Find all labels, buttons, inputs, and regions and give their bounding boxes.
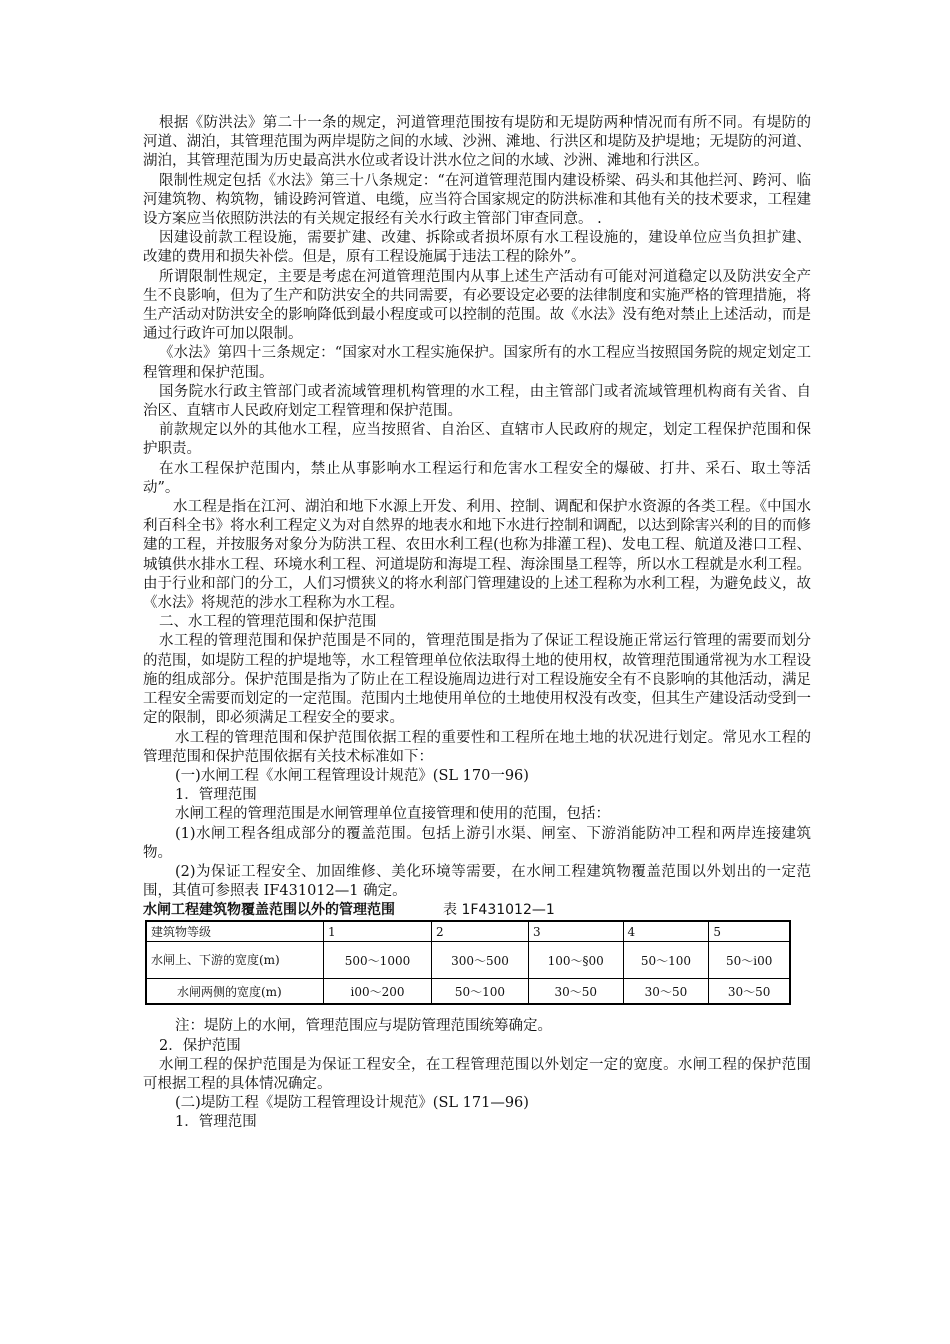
paragraph: 根据《防洪法》第二十一条的规定，河道管理范围按有堤防和无堤防两种情况而有所不同。有堤防的河道、湖泊，其管理范围为两岸堤防之间的水域、沙洲、滩地、行洪区和堤防及护堤地；无堤防的河道、湖泊，其管理范围为历史最高洪水位或者设计洪水位之间的水域、沙洲、滩地和行洪区。 [143,115,811,170]
table-cell: 30～50 [528,979,623,1005]
table-header-cell: 1 [324,921,432,942]
table-cell: 100～§00 [528,942,623,979]
section-title: 二、水工程的管理范围和保护范围 [159,614,377,631]
table-cell: 300～500 [432,942,529,979]
paragraph: 水工程的管理范围和保护范围依据工程的重要性和工程所在地土地的状况进行划定。常见水工程的管理范围和保护范围依据有关技术标准如下： [143,729,811,765]
table-note: 注：堤防上的水闸，管理范围应与堤防管理范围统筹确定。 [175,1018,552,1035]
table-caption-number: 表 1F431012—1 [443,902,555,919]
item-heading: 2．保护范围 [159,1037,241,1054]
table-row-label: 水闸上、下游的宽度(m) [146,942,324,979]
item-heading: 1．管理范围 [175,787,257,804]
table-cell: 50～100 [623,942,709,979]
table-header-row [146,921,790,942]
paragraph: 《水法》第四十三条规定：“国家对水工程实施保护。国家所有的水工程应当按照国务院的规定划定工程管理和保护范围。 [143,345,811,381]
spacer [143,1005,811,1017]
document-page [143,114,811,1133]
paragraph: (1)水闸工程各组成部分的覆盖范围。包括上游引水渠、闸室、下游消能防冲工程和两岸连接建筑物。 [143,825,811,861]
table-caption-title: 水闸工程建筑物覆盖范围以外的管理范围 [143,902,395,919]
subsection-title: (一)水闸工程《水闸工程管理设计规范》(SL 170一96) [175,767,529,784]
table-row [146,979,790,1005]
paragraph: 限制性规定包括《水法》第三十八条规定：“在河道管理范围内建设桥梁、码头和其他拦河、跨河、临河建筑物、构筑物，铺设跨河管道、电缆，应当符合国家规定的防洪标准和其他有关的技术要求，工程建设方案应当依照防洪法的有关规定报经有关水行政主管部门审查同意。 . [143,172,811,228]
item-heading: 1．管理范围 [175,1114,257,1131]
table-header-cell: 2 [432,921,529,942]
paragraph: 因建设前款工程设施，需要扩建、改建、拆除或者损坏原有水工程设施的，建设单位应当负担扩建、改建的费用和损失补偿。但是，原有工程设施属于违法工程的除外”。 [143,230,811,266]
paragraph: 前款规定以外的其他水工程，应当按照省、自治区、直辖市人民政府的规定，划定工程保护范围和保护职责。 [143,422,811,458]
paragraph: 在水工程保护范围内，禁止从事影响水工程运行和危害水工程安全的爆破、打井、采石、取土等活动”。 [143,460,811,496]
table-cell: 500～1000 [324,942,432,979]
paragraph: 水工程的管理范围和保护范围是不同的，管理范围是指为了保证工程设施正常运行管理的需要而划分的范围，如堤防工程的护堤地等，水工程管理单位依法取得土地的使用权，故管理范围通常视为水工程设施的组成部分。保护范围是指为了防止在工程设施周边进行对工程设施安全有不良影响的其他活动，满足工程安全需要而划定的一定范围。范围内土地使用单位的土地使用权没有改变，但其生产建设活动受到一定的限制，即必须满足工程安全的要求。 [143,633,811,727]
table-cell: 50～i00 [709,942,790,979]
paragraph: 水工程是指在江河、湖泊和地下水源上开发、利用、控制、调配和保护水资源的各类工程。《中国水利百科全书》将水利工程定义为对自然界的地表水和地下水进行控制和调配，以达到除害兴利的目的而修建的工程，并按服务对象分为防洪工程、农田水利工程(也称为排灌工程)、发电工程、航道及港口工程、城镇供水排水工程、环境水利工程、河道堤防和海堤工程、海涂围垦工程等，所以水工程就是水利工程。由于行业和部门的分工，人们习惯狭义的将水利部门管理建设的上述工程称为水利工程，为避免歧义，故《水法》将规范的涉水工程称为水工程。 [143,499,811,612]
table-caption [143,901,811,919]
paragraph: 国务院水行政主管部门或者流域管理机构管理的水工程，由主管部门或者流域管理机构商有关省、自治区、直辖市人民政府划定工程管理和保护范围。 [143,383,811,420]
table-cell: i00～200 [324,979,432,1005]
table-row-label: 水闸两侧的宽度(m) [146,979,324,1005]
table-cell: 50～100 [432,979,529,1005]
table-row [146,942,790,979]
table-header-cell: 5 [709,921,790,942]
paragraph: 所谓限制性规定，主要是考虑在河道管理范围内从事上述生产活动有可能对河道稳定以及防洪安全产生不良影响，但为了生产和防洪安全的共同需要，有必要设定必要的法律制度和实施严格的管理措施，将生产活动对防洪安全的影响降低到最小程度或可以控制的范围。故《水法》没有绝对禁止上述活动，而是通过行政许可加以限制。 [143,268,811,343]
table-header-cell: 3 [528,921,623,942]
management-range-table [145,920,791,1005]
paragraph: 水闸工程的管理范围是水闸管理单位直接管理和使用的范围，包括： [175,806,610,823]
subsection-title: (二)堤防工程《堤防工程管理设计规范》(SL 171—96) [175,1095,529,1112]
table-cell: 30～50 [623,979,709,1005]
table-cell: 30～50 [709,979,790,1005]
table-header-cell: 4 [623,921,709,942]
table-header-cell: 建筑物等级 [146,921,324,942]
paragraph: (2)为保证工程安全、加固维修、美化环境等需要，在水闸工程建筑物覆盖范围以外划出的一定范围，其值可参照表 IF431012—1 确定。 [143,863,811,900]
paragraph: 水闸工程的保护范围是为保证工程安全，在工程管理范围以外划定一定的宽度。水闸工程的保护范围可根据工程的具体情况确定。 [143,1056,811,1092]
